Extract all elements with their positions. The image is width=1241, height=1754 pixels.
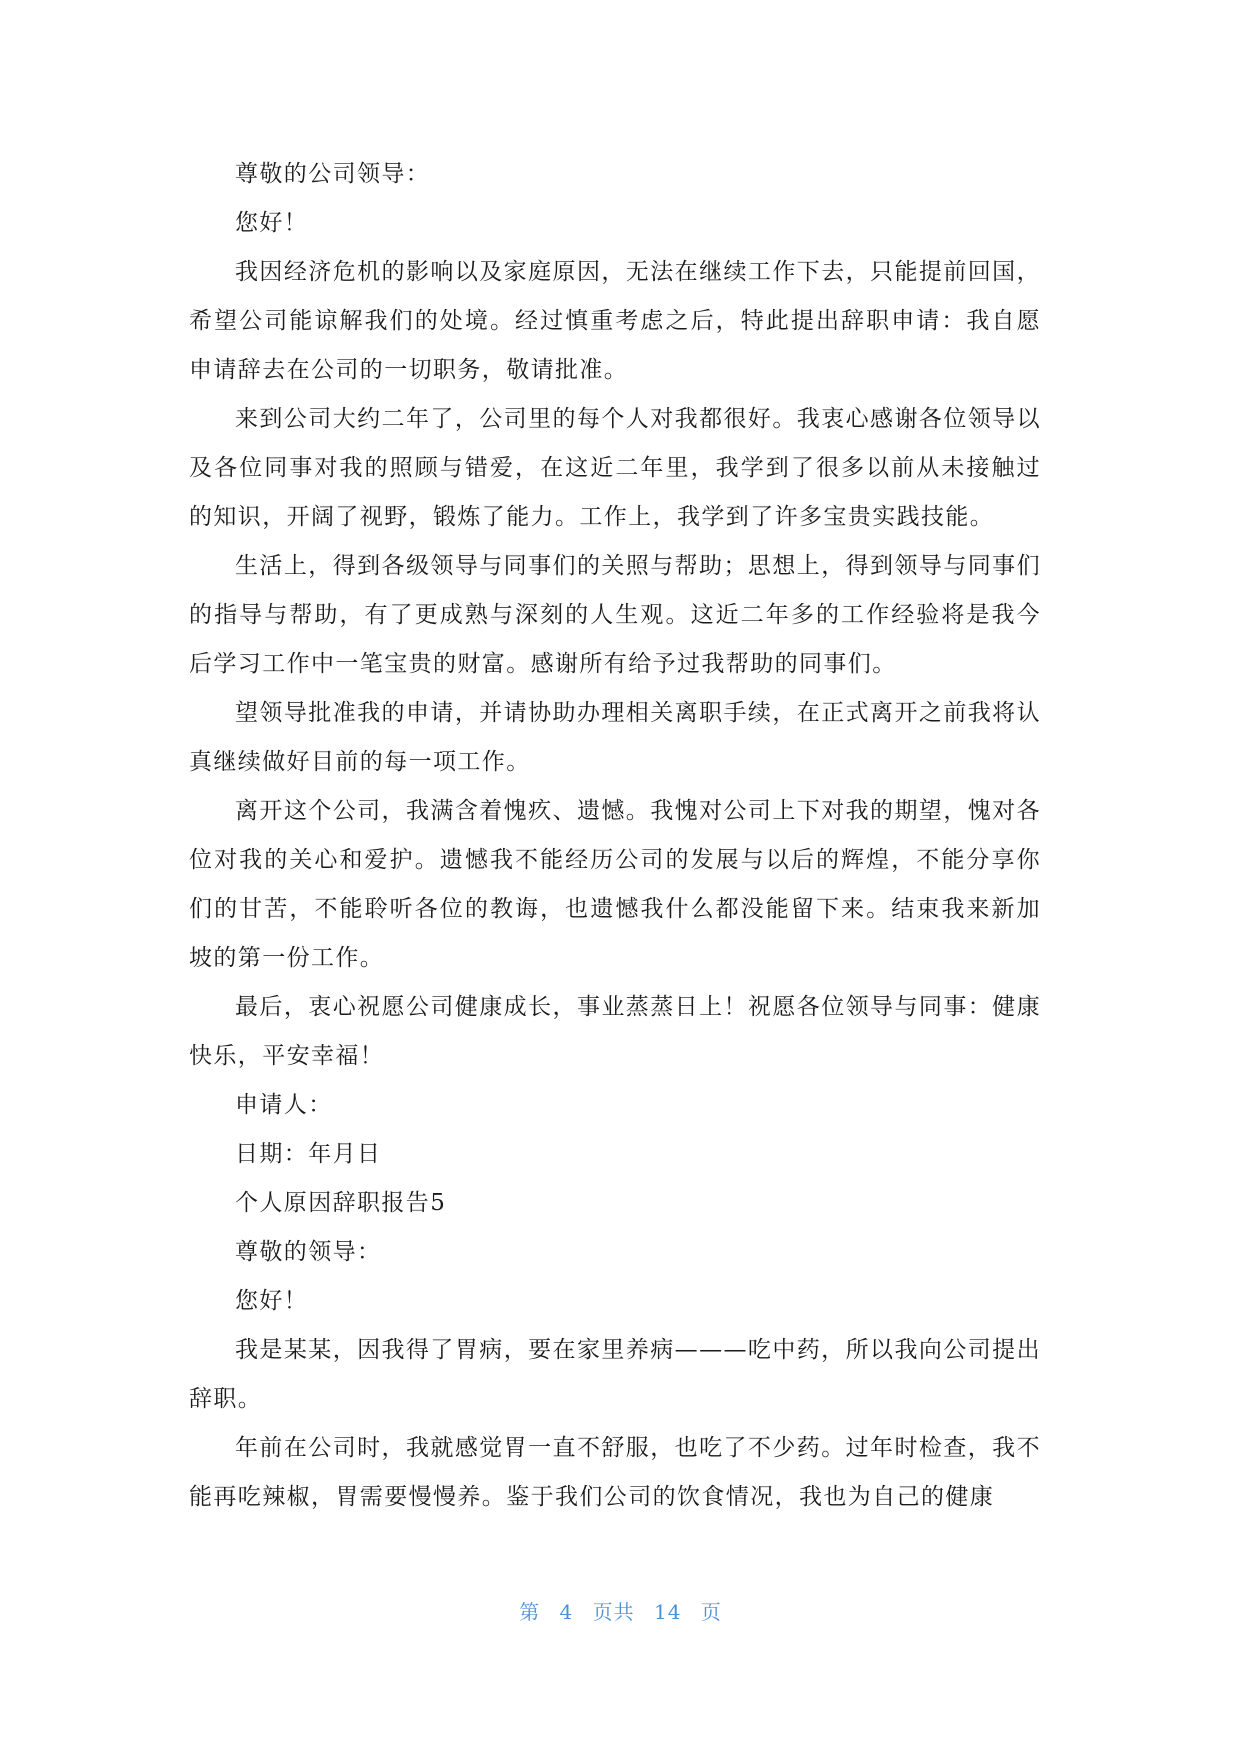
page-number-footer <box>0 1596 1241 1625</box>
date-line: 日期：年月日 <box>235 1141 382 1167</box>
paragraph: 来到公司大约二年了，公司里的每个人对我都很好。我衷心感谢各位领导以及各位同事对我的照顾与错爱，在这近二年里，我学到了很多以前从未接触过的知识，开阔了视野，锻炼了能力。工作上，我学到了许多宝贵实践技能。 <box>189 406 1041 530</box>
footer-label-page-end: 页 <box>700 1600 722 1624</box>
total-pages-number: 14 <box>654 1600 682 1624</box>
footer-label-page-of: 页共 <box>592 1600 635 1624</box>
paragraph: 年前在公司时，我就感觉胃一直不舒服，也吃了不少药。过年时检查，我不能再吃辣椒，胃需要慢慢养。鉴于我们公司的饮食情况，我也为自己的健康 <box>189 1435 1041 1510</box>
paragraph: 最后，衷心祝愿公司健康成长，事业蒸蒸日上！祝愿各位领导与同事：健康快乐，平安幸福！ <box>189 994 1041 1069</box>
current-page-number: 4 <box>559 1600 574 1624</box>
section-title: 个人原因辞职报告5 <box>235 1190 447 1216</box>
paragraph: 生活上，得到各级领导与同事们的关照与帮助；思想上，得到领导与同事们的指导与帮助，有了更成熟与深刻的人生观。这近二年多的工作经验将是我今后学习工作中一笔宝贵的财富。感谢所有给予过我帮助的同事们。 <box>189 553 1041 677</box>
salutation: 尊敬的领导： <box>235 1239 382 1265</box>
paragraph: 我因经济危机的影响以及家庭原因，无法在继续工作下去，只能提前回国，希望公司能谅解我们的处境。经过慎重考虑之后，特此提出辞职申请：我自愿申请辞去在公司的一切职务，敬请批准。 <box>189 259 1041 383</box>
document-body <box>189 150 1041 1522</box>
greeting: 您好！ <box>235 210 309 236</box>
paragraph: 望领导批准我的申请，并请协助办理相关离职手续，在正式离开之前我将认真继续做好目前的每一项工作。 <box>189 700 1041 775</box>
paragraph: 我是某某，因我得了胃病，要在家里养病———吃中药，所以我向公司提出辞职。 <box>189 1337 1041 1412</box>
applicant-line: 申请人： <box>235 1092 333 1118</box>
greeting: 您好！ <box>235 1288 309 1314</box>
paragraph: 离开这个公司，我满含着愧疚、遗憾。我愧对公司上下对我的期望，愧对各位对我的关心和爱护。遗憾我不能经历公司的发展与以后的辉煌，不能分享你们的甘苦，不能聆听各位的教诲，也遗憾我什么都没能留下来。结束我来新加坡的第一份工作。 <box>189 798 1041 971</box>
footer-label-page: 第 <box>519 1600 541 1624</box>
salutation: 尊敬的公司领导： <box>235 161 431 187</box>
